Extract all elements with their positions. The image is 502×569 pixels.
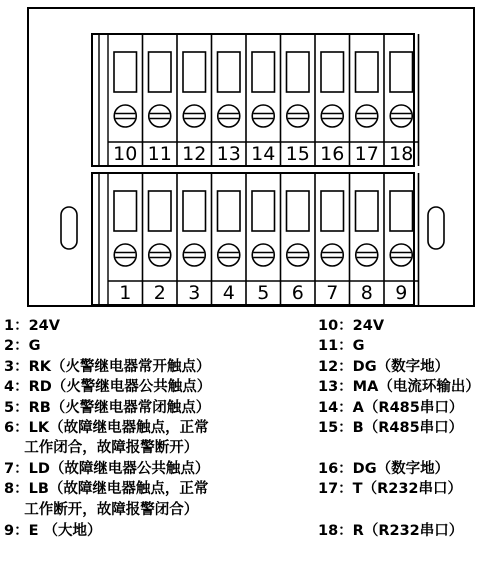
wire-entry-10: [114, 52, 137, 92]
wire-entry-4: [218, 191, 241, 231]
screw-icon: [183, 244, 205, 266]
legend-item: 9：E （大地）: [4, 523, 102, 539]
screw-icon: [183, 105, 205, 127]
legend-item: 5：RB（火警继电器常闭触点）: [4, 400, 211, 416]
legend-item: 10：24V: [318, 318, 385, 334]
screw-icon: [287, 244, 309, 266]
legend-item: 15：B（R485串口）: [318, 420, 464, 436]
wire-entry-3: [183, 191, 206, 231]
screw-icon: [114, 244, 136, 266]
terminal-strip-bottom: [92, 173, 419, 305]
screw-icon: [218, 105, 240, 127]
legend-item: 17：T（R232串口）: [318, 481, 463, 497]
wire-entry-16: [321, 52, 344, 92]
terminal-label: 12: [182, 143, 207, 165]
legend-item: 2：G: [4, 338, 41, 354]
legend-item: 4：RD（火警继电器公共触点）: [4, 379, 212, 395]
wire-entry-12: [183, 52, 206, 92]
legend-item: 3：RK（火警继电器常开触点）: [4, 359, 211, 375]
terminal-label: 10: [113, 143, 138, 165]
legend-item: 11：G: [318, 338, 365, 354]
terminal-label: 14: [251, 143, 276, 165]
legend-item: 7：LD（故障继电器公共触点）: [4, 461, 210, 477]
screw-icon: [390, 105, 412, 127]
wire-entry-1: [114, 191, 137, 231]
terminal-label: 4: [222, 282, 235, 304]
terminal-label: 1: [119, 282, 132, 304]
wire-entry-11: [149, 52, 172, 92]
terminal-label: 5: [257, 282, 270, 304]
legend-item: 工作闭合，故障报警断开）: [4, 440, 199, 456]
wire-entry-13: [218, 52, 241, 92]
screw-icon: [321, 105, 343, 127]
terminal-label: 15: [285, 143, 310, 165]
mounting-slot-right: [428, 207, 444, 249]
terminal-label: 8: [360, 282, 373, 304]
wire-entry-18: [390, 52, 413, 92]
wire-entry-7: [321, 191, 344, 231]
wire-entry-6: [287, 191, 310, 231]
wire-entry-9: [390, 191, 413, 231]
legend-item: 18：R（R232串口）: [318, 523, 464, 539]
legend-item: 工作断开，故障报警闭合）: [4, 502, 199, 518]
terminal-label: 17: [354, 143, 379, 165]
legend-item: 8：LB（故障继电器触点，正常: [4, 481, 209, 497]
wire-entry-17: [356, 52, 379, 92]
screw-icon: [252, 244, 274, 266]
screw-icon: [321, 244, 343, 266]
terminal-strip-top: [92, 34, 419, 166]
legend-item: 6：LK（故障继电器触点，正常: [4, 420, 209, 436]
wire-entry-15: [287, 52, 310, 92]
wire-entry-5: [252, 191, 275, 231]
terminal-label: 7: [326, 282, 339, 304]
mounting-slot-left: [61, 207, 77, 249]
terminal-label: 13: [216, 143, 241, 165]
legend-item: 16：DG（数字地）: [318, 461, 450, 477]
wire-entry-2: [149, 191, 172, 231]
terminal-label: 11: [147, 143, 172, 165]
screw-icon: [356, 244, 378, 266]
screw-icon: [356, 105, 378, 127]
screw-icon: [252, 105, 274, 127]
terminal-label: 9: [395, 282, 408, 304]
wire-entry-8: [356, 191, 379, 231]
legend-item: 14：A（R485串口）: [318, 400, 464, 416]
legend-item: 13：MA（电流环输出）: [318, 379, 480, 395]
screw-icon: [390, 244, 412, 266]
screw-icon: [287, 105, 309, 127]
terminal-label: 18: [389, 143, 414, 165]
terminal-label: 2: [153, 282, 166, 304]
terminal-label: 6: [291, 282, 304, 304]
legend-item: 1：24V: [4, 318, 60, 334]
terminal-label: 16: [320, 143, 345, 165]
screw-icon: [114, 105, 136, 127]
terminal-label: 3: [188, 282, 201, 304]
screw-icon: [149, 244, 171, 266]
screw-icon: [218, 244, 240, 266]
legend-item: 12：DG（数字地）: [318, 359, 450, 375]
wire-entry-14: [252, 52, 275, 92]
screw-icon: [149, 105, 171, 127]
